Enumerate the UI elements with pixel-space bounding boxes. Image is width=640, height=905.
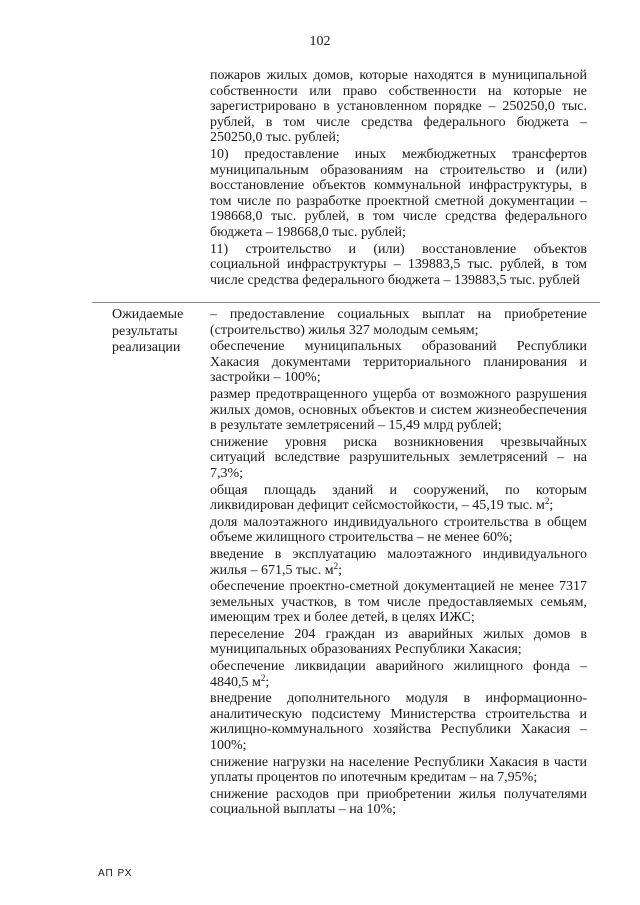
funding-paragraph: пожаров жилых домов, которые находятся в муниципальной собственности или право собственности на которые не зарегистрировано в установленном порядке – 250250,0 тыс. рублей, в том числе средства федерального бюджета – 250250,0 тыс. рублей; [210, 68, 587, 146]
result-item: снижение расходов при приобретении жилья получателями социальной выплаты – на 10%; [210, 786, 587, 818]
table-row-divider [92, 302, 600, 303]
section-label [112, 307, 202, 357]
result-item: обеспечение проектно-сметной документацией не менее 7317 земельных участков, в том числе предоставляемых семьям, имеющим трех и более детей, в целях ИЖС; [210, 579, 587, 626]
result-item: обеспечение муниципальных образований Республики Хакасия документами территориального планирования и застройки – 100%; [210, 339, 587, 386]
section-label-line: результаты [112, 323, 178, 339]
page-number: 102 [309, 34, 331, 49]
result-item: снижение уровня риска возникновения чрезвычайных ситуаций вследствие разрушительных землетрясений – на 7,3%; [210, 434, 587, 481]
result-item: обеспечение ликвидации аварийного жилищного фонда – 4840,5 $м^2$; [210, 659, 587, 690]
section-label-line: реализации [112, 340, 181, 355]
result-item: – предоставление социальных выплат на приобретение (строительство) жилья 327 молодым семьям; [210, 307, 587, 338]
result-item: общая площадь зданий и сооружений, по которым ликвидирован дефицит сейсмостойкости, – 45,19 тыс. $м^2$; [210, 482, 587, 514]
footer-stamp: АП РХ [98, 868, 133, 879]
result-item: внедрение дополнительного модуля в информационно-аналитическую подсистему Министерства строительства и жилищно-коммунального хозяйства Республики Хакасия – 100%; [210, 691, 587, 754]
funding-paragraph: 10) предоставление иных межбюджетных трансфертов муниципальным образованиям на строительство и (или) восстановление объектов коммунальной инфраструктуры, в том числе по разработке проектной сметной документации – 198668,0 тыс. рублей, в том числе средства федерального бюджета – 198668,0 тыс. рублей; [210, 146, 587, 240]
result-item: переселение 204 граждан из аварийных жилых домов в муниципальных образованиях Республики Хакасия; [210, 626, 587, 658]
program-funding-continuation [210, 68, 587, 289]
result-item: введение в эксплуатацию малоэтажного индивидуального жилья – 671,5 тыс. $м^2$; [210, 546, 587, 578]
result-item: снижение нагрузки на население Республики Хакасия в части уплаты процентов по ипотечным кредитам – на 7,95%; [210, 754, 587, 786]
result-item: размер предотвращенного ущерба от возможного разрушения жилых домов, основных объектов и систем жизнеобеспечения в результате землетрясений – 15,49 млрд рублей; [210, 386, 587, 434]
section-label-line: Ожидаемые [112, 307, 184, 322]
result-item: доля малоэтажного индивидуального строительства в общем объеме жилищного строительства – не менее 60%; [210, 514, 587, 546]
funding-paragraph: 11) строительство и (или) восстановление объектов социальной инфраструктуры – 139883,5 тыс. рублей, в том числе средства федерального бюджета – 139883,5 тыс. рублей [210, 241, 587, 288]
expected-results-list [210, 307, 587, 819]
